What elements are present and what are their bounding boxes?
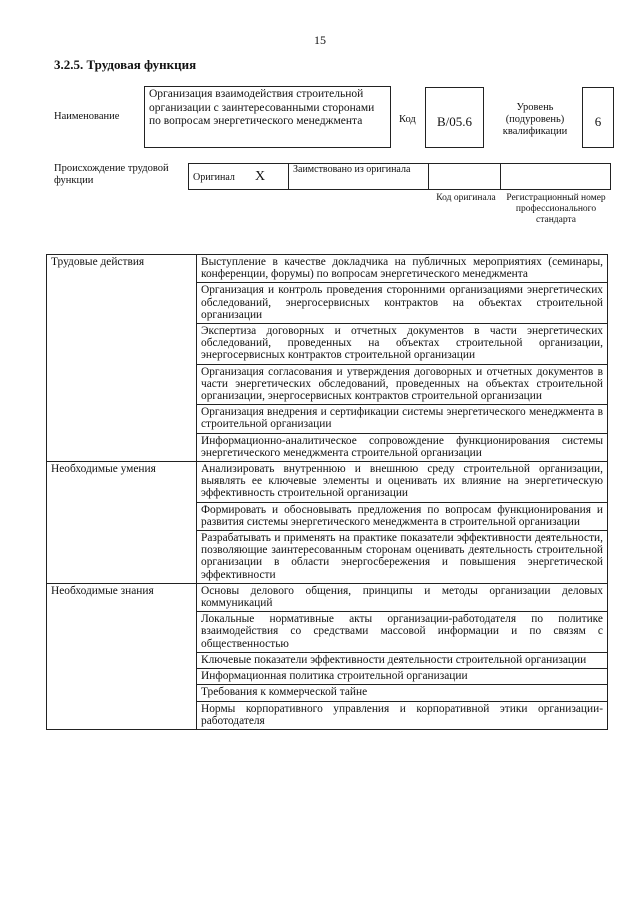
item-cell: Экспертиза договорных и отчетных документов в части энергетических обследований, проведенных на объектах строительной организации, энергосервисных контрактов строительной организации	[197, 324, 608, 365]
item-cell: Локальные нормативные акты организации-работодателя по политике взаимодействия со средствами массовой информации и по связям с общественностью	[197, 612, 608, 653]
section-title: 3.2.5. Трудовая функция	[54, 57, 197, 72]
origin-borrowed-cell	[289, 164, 429, 190]
code-value: B/05.6	[436, 114, 473, 129]
code-box	[425, 87, 484, 148]
origin-code-caption: Код оригинала	[436, 193, 496, 203]
item-cell: Организация согласования и утверждения договорных и отчетных документов в части энергетических обследований, проведенных на объектах строительной организации, энергосервисных контрактов строительной организации	[197, 364, 608, 405]
table-row	[47, 462, 608, 503]
origin-mark: X	[255, 169, 266, 184]
origin-table	[188, 163, 611, 190]
code-label: Код	[399, 114, 416, 125]
item-cell: Основы делового общения, принципы и методы организации деловых коммуникаций	[197, 583, 608, 611]
origin-label: Происхождение трудовой функции	[54, 163, 169, 186]
category-cell: Необходимые знания	[47, 583, 197, 729]
item-cell: Ключевые показатели эффективности деятельности строительной организации	[197, 652, 608, 668]
name-label: Наименование	[54, 111, 120, 122]
level-label: Уровень (подуровень) квалификации	[502, 102, 568, 137]
level-box	[582, 87, 614, 148]
category-cell: Трудовые действия	[47, 255, 197, 462]
function-details-table	[46, 254, 608, 730]
item-cell: Информационная политика строительной организации	[197, 669, 608, 685]
origin-original-label: Оригинал	[193, 172, 235, 183]
origin-code-cell	[429, 164, 501, 190]
origin-original-cell	[189, 164, 289, 190]
item-cell: Анализировать внутреннюю и внешнюю среду строительной организации, выявлять ее ключевые элементы и оценивать их влияние на энергетическую эффективность строительной организации	[197, 462, 608, 503]
origin-borrowed-label: Заимствовано из оригинала	[293, 164, 411, 175]
item-cell: Нормы корпоративного управления и корпоративной этики организации-работодателя	[197, 701, 608, 729]
item-cell: Информационно-аналитическое сопровождение функционирования системы энергетического менеджмента строительной организации	[197, 433, 608, 461]
table-row	[47, 583, 608, 611]
item-cell: Требования к коммерческой тайне	[197, 685, 608, 701]
origin-reg-caption: Регистрационный номер профессионального стандарта	[506, 193, 606, 225]
function-name: Организация взаимодействия строительной организации с заинтересованными сторонами по вопросам энергетического менеджмента	[149, 88, 375, 127]
item-cell: Выступление в качестве докладчика на публичных мероприятиях (семинары, конференции, форумы) по вопросам энергетического менеджмента	[197, 255, 608, 283]
level-value: 6	[594, 114, 602, 129]
item-cell: Разрабатывать и применять на практике показатели эффективности деятельности, позволяющие заинтересованным сторонам оценивать деятельность строительной организации в области энергосбережения и повышения энергетической эффективности	[197, 531, 608, 584]
origin-reg-cell	[501, 164, 611, 190]
item-cell: Организация и контроль проведения сторонними организациями энергетических обследований, энергосервисных контрактов на объектах строительной организации	[197, 283, 608, 324]
item-cell: Формировать и обосновывать предложения по вопросам функционирования и развития системы энергетического менеджмента в строительной организации	[197, 502, 608, 530]
item-cell: Организация внедрения и сертификации системы энергетического менеджмента в строительной организации	[197, 405, 608, 433]
function-name-box	[144, 86, 391, 148]
page-number: 15	[314, 33, 326, 47]
category-cell: Необходимые умения	[47, 462, 197, 584]
table-row	[47, 255, 608, 283]
